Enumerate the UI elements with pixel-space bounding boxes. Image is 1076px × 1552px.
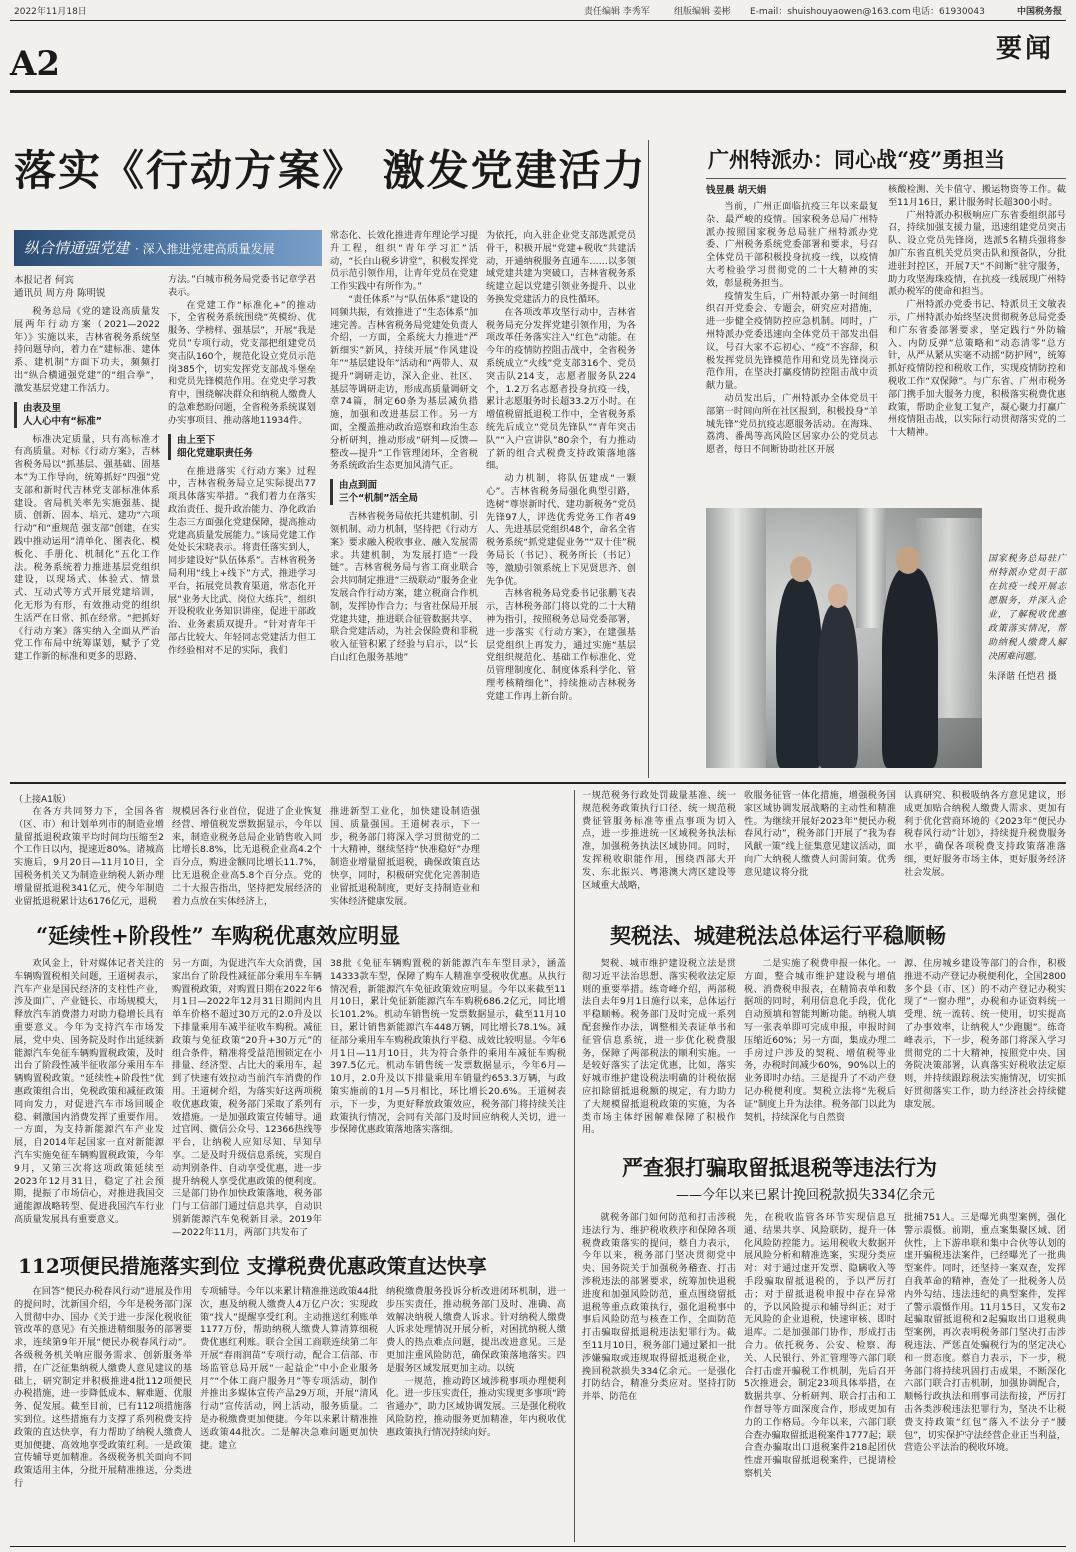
continued-text: 规模居各行业首位，促进了企业恢复经营、增值税发票数据显示，今年以来，制造业税务总局企业销售收入同比增长8.8%，比无退税企业高4.2个百分点，购进金额同比增长11.7%，比无退税企业高5.8个百分点。党的二十大报告指出，坚持把发展经济的着力点放在实体经济上， (172, 806, 322, 907)
continued-column (904, 790, 1066, 900)
purchase-tax-column (330, 958, 566, 1244)
banner-text: · 深入推进党建高质量发展 (135, 242, 275, 256)
guangzhou-rule (706, 178, 1066, 179)
measures-column (200, 1286, 378, 1542)
lead-column-4 (486, 230, 636, 774)
measures-text: 在回答“便民办税春风行动”进展及作用的提问时，沈新国介绍，今年是税务部门深入贯彻中办、国办《关于进一步深化税收征管改革的意见》有关推进精细服务的部署要求，连续第9年开展“便民办税春风行动”。各级税务机关响应服务需求、创新服务举措，在广泛征集纳税人缴费人意见建议的基础上，研究制定并积极推进4批112项便民办税措施，进一步降低成本、解难题、优服务、促发展。截至目前，已有112项措施落实到位。这些措施有力支撑了系列税费支持政策的直达快享，有力帮助了纳税人缴费人更加便捷、高效地享受政策红利。一是政策宣传辅导更加精准。各级税务机关面向不同政策适用主体，分批开展精准推送，分类进行 (14, 1286, 192, 1489)
lead-subhead-2-tagline: 细化党建职责任务 (177, 447, 254, 459)
guangzhou-column-2 (888, 184, 1066, 502)
guangzhou-paragraph: 广州特派办积极响应广东省委组织部号召，持续加强支援力量，迅速组建党员突击队、设立党员先锋岗，选派5名精兵强将参加广东省直机关党员突击队和预备队，分批进驻封控区，开展7天“不间断”驻守服务，助力攻坚海珠疫情，在抗疫一线展现广州特派办税军的使命和担当。 (888, 209, 1066, 298)
section-title: 要闻 (995, 34, 1054, 64)
fraud-text: 先，在税收监管各环节实现信息互通、结果共享、风险联防，提升一体化风险防控能力。运用税收大数据开展风险分析和精准选案，实现分类应对：对于通过虚开发票、隐瞒收入等手段骗取留抵退税的，予以严厉打击；对于留抵退税申报中存在异常的，予以风险提示和辅导纠正；对于无风险的企业退税，快速审核、即时退库。二是加强部门协作，形成打击合力。依托税务、公安、检察、海关、人民银行、外汇管理等六部门联合打击虚开骗税工作机制，先后召开5次推进会，制定23项具体举措，在数据共享、分析研判、联合打击和工作督导等方面深度合作，形成更加有力的工作格局。今年以来，六部门联合查办骗取留抵退税案件1777起；联合查办骗取出口退税案件218起团伙性虚开骗取留抵退税案件，已提请检察机关 (744, 1212, 896, 1479)
purchase-tax-text: 另一方面，为促进汽车大众消费，国家出台了阶段性减征部分乘用车车辆购置税政策，对购置日期在2022年6月1日—2022年12月31日期间内且单车价格不超过30万元的2.0升及以下排量乘用车减半征收车购税。减征政策与免征政策“20升+30万元”的组合条件，精准将受益范围锁定在小排量、经济型、占比大的乘用车，起到了快速有效拉动当前汽车消费的作用。王道树介绍，为落实好这两项税收优惠政策，税务部门采取了系列有效措施。一是加强政策宣传辅导。通过官网、微信公众号、12366热线等平台，让纳税人应知尽知、早知早享。二是及时升级信息系统，实现自动判别条件、自动享受优惠，进一步提升纳税人享受优惠政策的便利度。三是部门协作加快政策落地，税务部门与工信部门通过信息共享，自动识别新能源汽车免税新目录。2019年—2022年11月，两部门共发布了 (172, 958, 322, 1238)
purchase-tax-text: 38批《免征车辆购置税的新能源汽车车型目录》，涵盖14333款车型，保障了购车人精准享受税收优惠。从执行情况看，新能源汽车免征政策效应明显。今年以来截至11月10日，累计免征新能源汽车车购税686.2亿元，同比增长101.2%。机动车销售统一发票数据显示，截至11月10日，累计销售新能源汽车448万辆，同比增长78.1%。减征部分乘用车车购税政策执行平稳、成效比较明显。今年6月1日—11月10日，共为符合条件的乘用车减征车购税397.5亿元。机动车销售统一发票数据显示，今年6月—10月，2.0升及以下排量乘用车销量约653.3万辆，与政策实施前的1月—5月相比，环比增长20.6%。王道树表示，下一步，为更好释放政策效应，税务部门将持续关注政策执行情况，会同有关部门及时回应纳税人关切，进一步保障优惠政策落地落实落细。 (330, 958, 566, 1136)
lead-column-2 (168, 274, 316, 774)
measures-column (386, 1286, 566, 1542)
lead-paragraph: 在党建工作“标准化+”的推动下，全省税务系统围绕“英模纷、优服务、学榜样、强基层”，开展“我是党员”专项行动，党支部把组建党员突击队160个，规范化设立党员示范岗385个，切实发挥党支部战斗堡垒和党员先锋模范作用。在党史学习教育中，围绕解决群众和纳税人缴费人的急难愁盼问题，全省税务系统谋划办实事项目、推动落地11934件。 (168, 299, 316, 426)
urban-tax-column (904, 958, 1066, 1144)
measures-column (14, 1286, 192, 1542)
guangzhou-paragraph: 当前，广州正面临抗疫三年以来最复杂、最严峻的疫情。国家税务总局广州特派办按照国家税务总局驻广州特派办党委、广州税务系统党委部署和要求，号召全体党员干部积极投身抗疫一线，以疫情大考检验学习贯彻党的二十大精神的实效，彰显税务担当。 (706, 201, 878, 289)
photo-person (776, 578, 822, 768)
photo-caption-text: 国家税务总局驻广州特派办党员干部在抗疫一线开展志愿服务，并深入企业，了解税收优惠政策落实情况，帮助纳税人缴费人解决困难问题。 (988, 554, 1066, 662)
photo-pipe (706, 508, 766, 768)
photo-face (896, 546, 920, 574)
lead-paragraph: 在推进落实《行动方案》过程中，吉林省税务局立足实际提出77项具体落实举措。“我们着力在落实政治责任、提升政治能力、净化政治生态三方面强化党建保障，提高推动党建高质量发展能力。”该局党建工作处处长宋晓表示。将责任落实到人，同步建设好“队伍体系”。吉林省税务局利用“线上+线下”方式，推进学习平台，拓展党员教育渠道，常态化开展“业务大比武、岗位大练兵”，组织开设税收业务知识讲座，促进干部政治、业务素质双提升。“针对青年干部占比较大、年轻同志党建活力但工作经验相对不足的实际，我们 (168, 465, 316, 656)
banner-calligraphy: 纵合情通强党建 (24, 239, 130, 257)
column-divider (648, 140, 649, 778)
lead-subhead-3-tagline: 三个“机制”活全局 (339, 493, 418, 505)
lead-subhead-1-tagline: 人人心中有“标准” (23, 415, 102, 427)
continued-column (744, 790, 896, 900)
guangzhou-paragraph: 核酸检测、关卡值守、搬运物资等工作。截至11月16日，累计服务时长超300小时。 (888, 184, 1066, 208)
fraud-text: 批捕751人。三是曝光典型案例，强化警示震慑。前期，重点案集聚区域、团伙性，上下游串联和集中合伙等认划的虚开骗税违法案件，已经曝光了一批典型案件。同时，还坚持一案双查，发挥自我革命的精神，查处了一批税务人员内外勾结、违法违纪的典型案件，发挥了警示震慑作用。11月15日，又发布2起骗取留抵退税和2起骗取出口退税典型案例，再次表明税务部门坚决打击涉税违法、严惩直处骗税行为的坚定决心和一贯态度。蔡自力表示，下一步，税务部门将持续巩固打击成果，不断深化六部门联合打击机制，加强协调配合，顺畅行政执法和刑事司法衔接，严厉打击各类涉税违法犯罪行为，坚决不让税费支持政策“红包”落入不法分子“腰包”，切实保护守法经营企业正当利益，营造公平法治的税收环境。 (904, 1212, 1066, 1454)
layout-credit: 组版编辑 姜彬 (674, 7, 731, 17)
guangzhou-column-1 (706, 184, 878, 502)
continued-column (172, 806, 322, 910)
guangzhou-headline: 广州特派办：同心战“疫”勇担当 (708, 147, 1006, 172)
continued-column (330, 806, 480, 910)
contact-email: E-mail：shuishouyaowen@163.com (750, 7, 911, 17)
continued-text: 在各方共同努力下，全国各省（区、市）和计划单列市的制造业增量留抵退税政策平均时间均压缩至2个工作日以内，提速近80%。诸城高实施后，9月20日—11月10日，全国税务机关又为制造业纳税人新办理增量留抵退税341亿元，使今年制造业留抵退税累计达6176亿元，退税 (14, 806, 164, 907)
continued-text: 一规范税务行政处罚裁量基准、统一规范税务政策执行口径、统一规范税费征管服务标准等重点事项为切入点，进一步推进统一区域税务执法标准，加强税务执法区域协同。同时，发挥税收职能作用，围绕西部大开发、东北振兴、粤港澳大湾区建设等区域重大战略， (582, 790, 736, 891)
fraud-headline: 严查狠打骗取留抵退税等违法行为 (622, 1155, 937, 1180)
lead-paragraph: 动力机制，将队伍建成“一颗心”。吉林省税务局强化典型引路，选树“尊崇新时代、建功新税务”党员先锋97人，评选优秀党务工作者49人、先进基层党组织48个，命名全省税务系统“抓党建促业务”“双十佳”税务局长（书记）、税务所长（书记）等，激励引领系统上下见贤思齐、创先争优。 (486, 473, 636, 587)
photo-credit: 朱泽谐 任恺君 摄 (988, 672, 1057, 682)
photo-face (790, 556, 812, 582)
section-rule (10, 90, 1066, 93)
lead-paragraph: 为依托，向入驻企业党支部选派党员骨干，积极开展“党建+税收”共建活动，开通纳税服务直通车……以多领域党建共建为突破口，吉林省税务系统建立起以党建引领业务提升、以业务换发党建活力的良性循环。 (486, 230, 636, 305)
topic-banner (14, 230, 322, 266)
measures-text: 一规范，推动跨区域涉税事项办理便利化。进一步压实责任，推动实现更多事项“跨省通办”，助力区域协调发展。三是强化税收风险防控，推动服务更加精准，年内税收优惠政策执行情况持续向好。 (386, 1375, 566, 1438)
page-number: A2 (10, 44, 61, 84)
lead-subhead-1 (14, 402, 160, 428)
lead-paragraph: 方法。”白城市税务局党委书记章学君表示。 (168, 274, 316, 298)
continued-text: 认真研究、积极吸纳各方意见建议，形成更加贴合纳税人缴费人需求、更加有利于优化营商环境的《2023年“便民办税春风行动”计划》，持续提升税费服务水平，确保各项税费支持政策落准落细，更好服务市场主体，更好服务经济社会发展。 (904, 790, 1066, 878)
masthead-line (14, 4, 1062, 18)
urban-tax-text: 源、住房城乡建设等部门的合作，积极推进不动产登记办税便利化，全国2800多个县（市、区）的不动产登记办税实现了“一窗办理”，办税和办证资料统一受理、统一流转、统一使用，切实提高了办事效率，让纳税人“少跑腿”。练奇峰表示，下一步，税务部门将深入学习贯彻党的二十大精神，按照党中央、国务院决策部署，认真落实好税收法定原则，并持续跟踪税法实施情况，切实抓好贯彻落实工作，助力经济社会持续健康发展。 (904, 958, 1066, 1110)
urban-tax-text: 二是实施了税费申报一体化。一方面，整合城市维护建设税与增值税、消费税申报表，在精简表单和数据项的同时，利用信息化手段，优化自动预填和智能判断功能。纳税人填写一张表单即可完成申报，申报时间压缩近60%；另一方面，集成办理二手房过户涉及的契税、增值税等业务，办税时间减少60%，90%以上的业务即时办结。三是提升了不动产登记办税便利度。契税立法将“先税后证”制度上升为法律。税务部门以此为契机，持续深化与自然资 (744, 958, 896, 1123)
guangzhou-paragraph: 疫情发生后，广州特派办第一时间组织召开党委会、专题会，研究应对措施，进一步健全疫情防控应急机制。同时，广州特派办党委迅速向全体党员干部发出倡议，号召大家不忘初心、“疫”不容辞，积极发挥党员先锋模范作用和党员先锋岗示范作用，在坚决打赢疫情防控阻击战中贡献力量。 (706, 290, 878, 392)
measures-headline: 112项便民措施落实到位 支撑税费优惠政策直达快享 (18, 1254, 487, 1278)
photo-pipe (856, 508, 886, 628)
urban-tax-text: 契税、城市维护建设税立法是贯彻习近平法治思想、落实税收法定原则的重要举措。练奇峰介绍，两部税法自去年9月1日施行以来，总体运行平稳顺畅。税务部门及时完成一系列配套操作办法，调整相关表证单书和征管信息系统，进一步优化税费服务，保障了两部税法的顺利实施。一是较好落实了法定优惠，比如，落实好城市维护建设税法明确的计税依据应扣除留抵退税额的规定，有力助力了大规模留抵退税政策的实施，为各类市场主体纾困解难保障了积极作用。 (582, 958, 736, 1136)
guangzhou-paragraph: 广州特派办党委书记、特派员王文敏表示，广州特派办始终坚决贯彻税务总局党委和广东省委部署要求，坚定践行“外防输入、内防反弹”总策略和“动态清零”总方针，从严从紧从实毫不动摇“防护网”，统筹抓好疫情防控和税收工作，实现疫情防控和税收工作“双保障”。与广东省、广州市税务部门携手加大服务力度，积极落实税费优惠政策，帮助企业复工复产，凝心聚力打赢广州疫情阻击战，以实际行动贯彻落实党的二十大精神。 (888, 299, 1066, 439)
urban-tax-column (744, 958, 896, 1144)
fraud-column (744, 1212, 896, 1542)
guangzhou-paragraph: 动员发出后，广州特派办全体党员干部第一时间向所在社区报到，积极投身“羊城先锋”党员抗疫志愿服务活动。在海珠、荔湾、番禺等高风险区居家办公的党员志愿者，每日不间断协助社区开展 (706, 392, 878, 456)
lead-paragraph: 吉林省税务局依托共建机制、引领机制、动力机制，坚持把《行动方案》要求融入税收事业、融入发展需求。共建机制，为发展打造“一段链”。吉林省税务局与省工商业联合会共同制定推进“三级联动”服务企业发展合作行动方案，建立税商合作机制，发挥协作合力；与省社保局开展党建共建，推进联合征管数据共享、联合党建活动，为社会保险费和非税收入征管积累了经验与启示，以“长白山红色服务基地” (330, 511, 478, 663)
lead-subhead-2 (168, 434, 316, 460)
news-photo (706, 508, 982, 768)
masthead-rule (10, 20, 1066, 21)
purchase-tax-column (172, 958, 322, 1244)
fraud-subhead: ——今年以来已累计挽回税款损失334亿余元 (676, 1188, 935, 1203)
continued-column (14, 806, 164, 910)
photo-caption (988, 552, 1066, 684)
continued-column (582, 790, 736, 900)
measures-text: 纳税缴费服务投诉分析改进闭环机制，进一步压实责任，推动税务部门及时、准确、高效解决纳税人缴费人诉求。针对纳税人缴费人诉求处理情况开展分析，对困扰纳税人缴费人的热点难点问题，提出改进意见。三是更加注重风险防范，确保政策落地落实。四是服务区域发展更加主动。以统 (386, 1286, 566, 1374)
lead-intro: 税务总局《党的建设高质量发展两年行动方案（2021—2022年）》实施以来，吉林省税务系统坚持问题导向，着力在“建标准、建体系、建机制”方面下功夫，频频打出“纵合横通强党建”的“组合拳”，激发基层党建工作活力。 (14, 306, 160, 394)
lead-subhead-3-title: 由点到面 (339, 480, 378, 492)
lead-paragraph: “责任体系”与“队伍体系”建设的同频共振，有效推进了“生态体系”加速完善。吉林省税务局党建处负责人介绍，一方面，全系统大力推进“严新细实”新风，持续开展“作风建设年”“基层建设年”活动和“两带人、双提升”调研走访，深入企业、社区、基层等调研走访，形成高质量调研文章74篇，制定60条为基层减负措施，加强和改进基层工作。另一方面，全覆盖推动政治巡察和政治生态分析研判，推动形成“研判—反馈—整改—提升”工作管理闭环，全省税务系统政治生态更加风清气正。 (330, 293, 478, 472)
lead-headline: 落实《行动方案》 激发党建活力 (14, 146, 647, 195)
lead-byline-1: 本报记者 何宾 (14, 275, 75, 286)
photo-person (882, 568, 938, 768)
lead-subhead-1-title: 由表及里 (23, 402, 62, 414)
continued-tag: （上接A1版） (14, 795, 71, 805)
photo-face (828, 584, 848, 608)
lead-paragraph: 标准决定质量，只有高标准才有高质量。对标《行动方案》，吉林省税务局以“抓基层、强基础、固基本”为工作导向，统筹抓好“四强”党支部和新时代吉林党支部标准体系建设。省局机关率先实施强基、提质、创新、固本、培元、建功“六项行动”和“重规范 强支部”创建，在实践中推动运用“清单化、图表化、模板化、手册化、机制化”五化工作法。税务系统着力推进基层党组织建设，以现场式、体验式、情景式、互动式等方式开展党建培训，化无形为有形，有效推动党的组织生活严在日常、抓在经常。“把抓好《行动方案》落实纳入全面从严治党工作布局中统筹谋划，赋予了党建工作新的标准和更多的思路、 (14, 433, 160, 663)
fold-rule (10, 782, 1066, 784)
measures-text: 专项辅导。今年以来累计精准推送政策44批次，惠及纳税人缴费人4万亿户次；实现政策“找人”提醒享受红利。主动推送红利账单1177万份，帮助纳税人缴费人算清算细税费优惠红利账。联合全国工商联连续第二年开展“春雨润苗”专项行动，配合工信部、市场监管总局开展“一起益企”中小企业服务月”“个体工商户服务月”等专项活动，制作并推出多媒体宣传产品29万项，开展“清风行动”宣传活动，网上活动，服务质量。二是办税缴费更加便捷。今年以来累计精准推送政策44批次。二是解决急难问题更加快捷。建立 (200, 1286, 378, 1451)
lead-paragraph: 吉林省税务局党委书记张鹏飞表示，吉林税务部门将以党的二十大精神为指引，按照税务总局党委部署，进一步落实《行动方案》，在建强基层党组织上再发力，通过实施“基层党组织规范化、基础工作标准化、党员管理制度化、制度体系科学化、管理考核精细化”，持续推动吉林税务党建工作再上新台阶。 (486, 588, 636, 702)
fraud-column (904, 1212, 1066, 1542)
continued-text: 推进新型工业化，加快建设制造强国、质量强国。王道树表示，下一步，税务部门将深入学习贯彻党的二十大精神，继续坚持“快准稳好”办理制造业增量留抵退税，确保政策直达快享，同时，积极研究优化完善制造业留抵退税制度，更好支持制造业和实体经济健康发展。 (330, 806, 480, 907)
fraud-column (582, 1212, 736, 1542)
lead-subhead-2-title: 由上至下 (177, 434, 216, 446)
lead-paragraph: 在各项改革攻坚行动中，吉林省税务局充分发挥党建引领作用，为各项改革任务落实注入“红色”动能。在今年的疫情防控阻击战中，全省税务系统成立“火线”党支部316个、党员突击队214支，志愿者服务队224个，1.2万名志愿者投身抗疫一线，累计志愿服务时长超33.2万小时。在增值税留抵退税工作中，全省税务系统先后成立“党员先锋队”“青年突击队”“入户宣讲队”80余个，有力推动了新的组合式税费支持政策落地落细。 (486, 306, 636, 472)
purchase-tax-column (14, 958, 164, 1244)
purchase-tax-headline: “延续性+阶段性” 车购税优惠效应明显 (36, 923, 401, 948)
guangzhou-byline: 钱昱晨 胡天娟 (706, 185, 767, 196)
editor-credit: 责任编辑 李秀军 (584, 7, 650, 17)
urban-tax-headline: 契税法、城建税法总体运行平稳顺畅 (610, 923, 946, 948)
lead-paragraph: 常态化、长效化推进青年理论学习提升工程，组织“青年学习汇”活动，“长白山税乡讲堂”，积极发挥党员示范引领作用，让青年党员在党建工作实践中有所作为。” (330, 230, 478, 293)
continued-text: 收服务征管一体化措施，增强税务国家区域协调发展战略的主动性和精准性。为继续开展好2023年“便民办税春风行动”，税务部门开展了“我为春风献一策”线上征集意见建议活动，面向广大纳税人缴费人问需问策。优秀意见建议将分批 (744, 790, 896, 878)
issue-date: 2022年11月18日 (14, 7, 87, 17)
lead-column-3 (330, 230, 478, 774)
photo-person (818, 604, 858, 768)
lead-byline-2: 通讯员 周方舟 陈明锐 (14, 288, 106, 299)
urban-tax-column (582, 958, 736, 1144)
footer-rule (10, 1546, 1066, 1547)
fraud-text: 就税务部门如何防范和打击涉税违法行为、维护税收秩序和保障各项税费政策落实的提问，蔡自力表示，今年以来，税务部门坚决贯彻党中央、国务院关于加强税务稽查、打击涉税违法的部署要求，统筹加快退税进度和加强风险防范，重点围绕留抵退税等重点政策执行，强化退税事中事后风险防范与核查工作，全面防范打击骗取留抵退税违法犯罪行为。截至11月10日，税务部门通过紧扣一批涉嫌骗取或违规取得留抵退税企业，挽回税款损失334亿余元。一是强化打防结合，精准分类应对。坚持打防并举、防范在 (582, 1212, 736, 1403)
column-divider (574, 790, 575, 1542)
lead-column-1 (14, 274, 160, 774)
lead-subhead-3 (330, 479, 478, 505)
paper-name: 中国税务报 (1016, 7, 1062, 17)
contact-phone: 电话：61930043 (912, 7, 985, 17)
purchase-tax-text: 欢风金上，针对媒体记者关注的车辆购置税相关问题，王道树表示，汽车产业是国民经济的支柱性产业，涉及面广、产业链长、市场规模大，释放汽车消费潜力对助力稳增长具有重要意义。今年为支持汽车市场发展，党中央、国务院及时作出延续新能源汽车免征车辆购置税政策，及时出台了阶段性减半征收部分乘用车车辆购置税政策。“延续性+阶段性”优惠政策组合出，免税政策和减征政策同向发力，对促进汽车市场回暖企稳、刺激国内消费发挥了重要作用。一方面，为支持新能源汽车产业发展，自2014年起国家一直对新能源汽车实施免征车辆购置税政策，今年9月，又第三次将这项政策延续至2023年12月31日，稳定了社会预期，提振了市场信心，对推进我国交通能源战略转型、促进我国汽车行业高质量发展具有重要意义。 (14, 958, 164, 1225)
